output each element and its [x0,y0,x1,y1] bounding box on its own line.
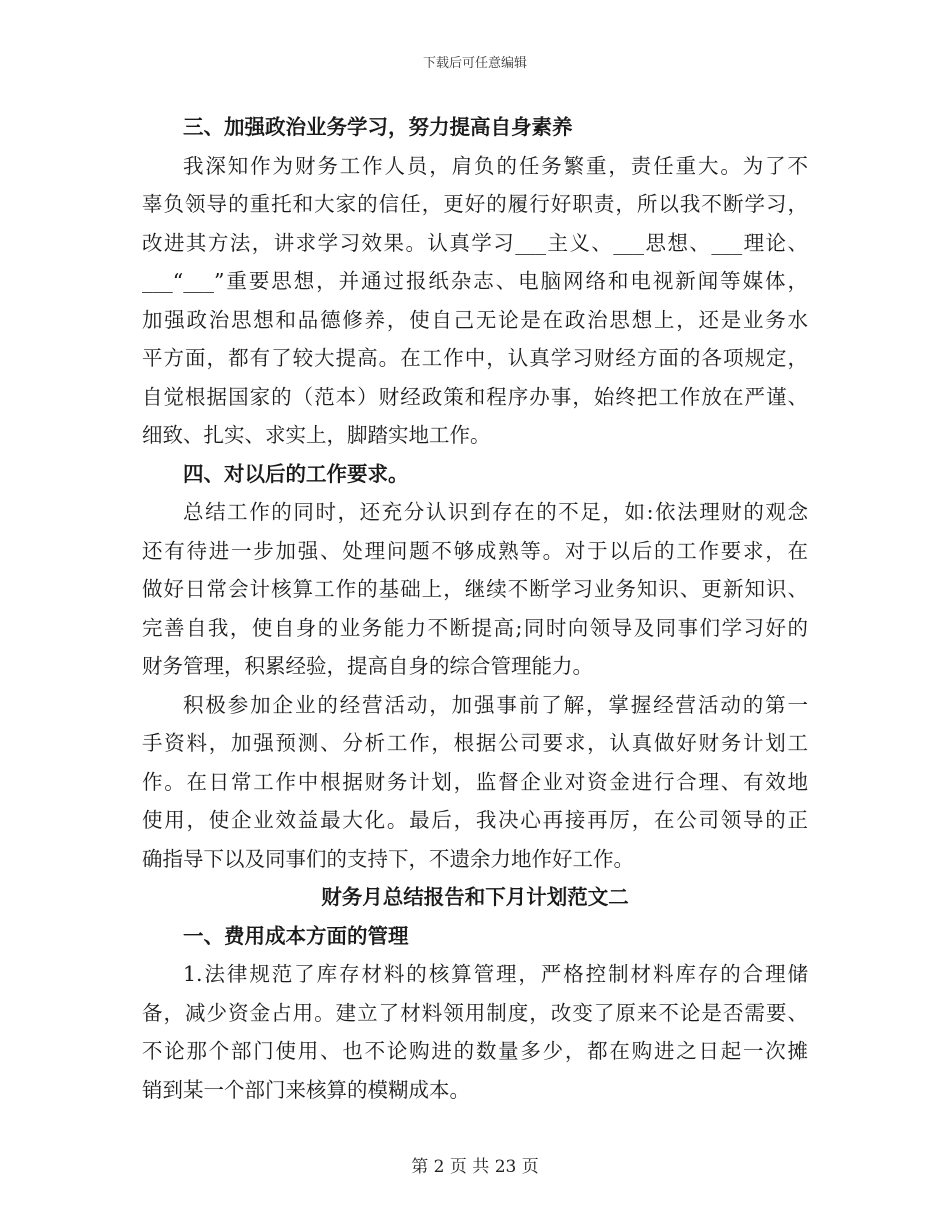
text-line: ___“___”重要思想，并通过报纸杂志、电脑网络和电视新闻等媒体， [142,269,808,293]
document-title: 财务月总结报告和下月计划范文二 [321,885,629,909]
text-line: 还有待进一步加强、处理问题不够成熟等。对于以后的工作要求，在 [142,538,808,563]
text-line: 总结工作的同时，还充分认识到存在的不足，如:依法理财的观念 [183,500,808,524]
text-line: 辜负领导的重托和大家的信任，更好的履行好职责，所以我不断学习， [142,192,808,216]
text-line: 做好日常会计核算工作的基础上，继续不断学习业务知识、更新知识、 [142,577,808,601]
document-body [142,108,808,1109]
text-line: 财务管理，积累经验，提高自身的综合管理能力。 [142,654,593,678]
section-heading: 四、对以后的工作要求。 [183,461,409,486]
text-line: 手资料，加强预测、分析工作，根据公司要求，认真做好财务计划工 [142,731,808,755]
section-heading: 三、加强政治业务学习，努力提高自身素养 [183,115,573,139]
text-line: 加强政治思想和品德修养，使自己无论是在政治思想上，还是业务水 [142,307,808,332]
text-line: 1.法律规范了库存材料的核算管理，严格控制材料库存的合理储 [183,962,808,986]
section-heading: 一、费用成本方面的管理 [183,923,409,948]
text-line: 使用，使企业效益最大化。最后，我决心再接再厉，在公司领导的正 [142,808,808,832]
page-header: 下载后可任意编辑 [422,56,527,71]
text-line: 平方面，都有了较大提高。在工作中，认真学习财经方面的各项规定， [142,346,808,370]
text-line: 细致、扎实、求实上，脚踏实地工作。 [142,423,491,447]
text-line: 自觉根据国家的（范本）财经政策和程序办事，始终把工作放在严谨、 [142,384,808,409]
text-line: 不论那个部门使用、也不论购进的数量多少，都在购进之日起一次摊 [142,1039,808,1063]
page-footer: 第 2 页 共 23 页 [411,1157,539,1177]
text-line: 我深知作为财务工作人员，肩负的任务繁重，责任重大。为了不 [183,153,808,178]
text-line: 确指导下以及同事们的支持下，不遗余力地作好工作。 [142,846,634,871]
text-line: 积极参加企业的经营活动，加强事前了解，掌握经营活动的第一 [183,692,808,717]
text-line: 完善自我，使自身的业务能力不断提高;同时向领导及同事们学习好的 [142,615,808,640]
text-line: 作。在日常工作中根据财务计划，监督企业对资金进行合理、有效地 [142,769,808,794]
text-line: 销到某一个部门来核算的模糊成本。 [142,1077,470,1102]
text-line: 备，减少资金占用。建立了材料领用制度，改变了原来不论是否需要、 [142,1000,808,1025]
text-line: 改进其方法，讲求学习效果。认真学习___主义、___思想、___理论、 [142,230,808,255]
